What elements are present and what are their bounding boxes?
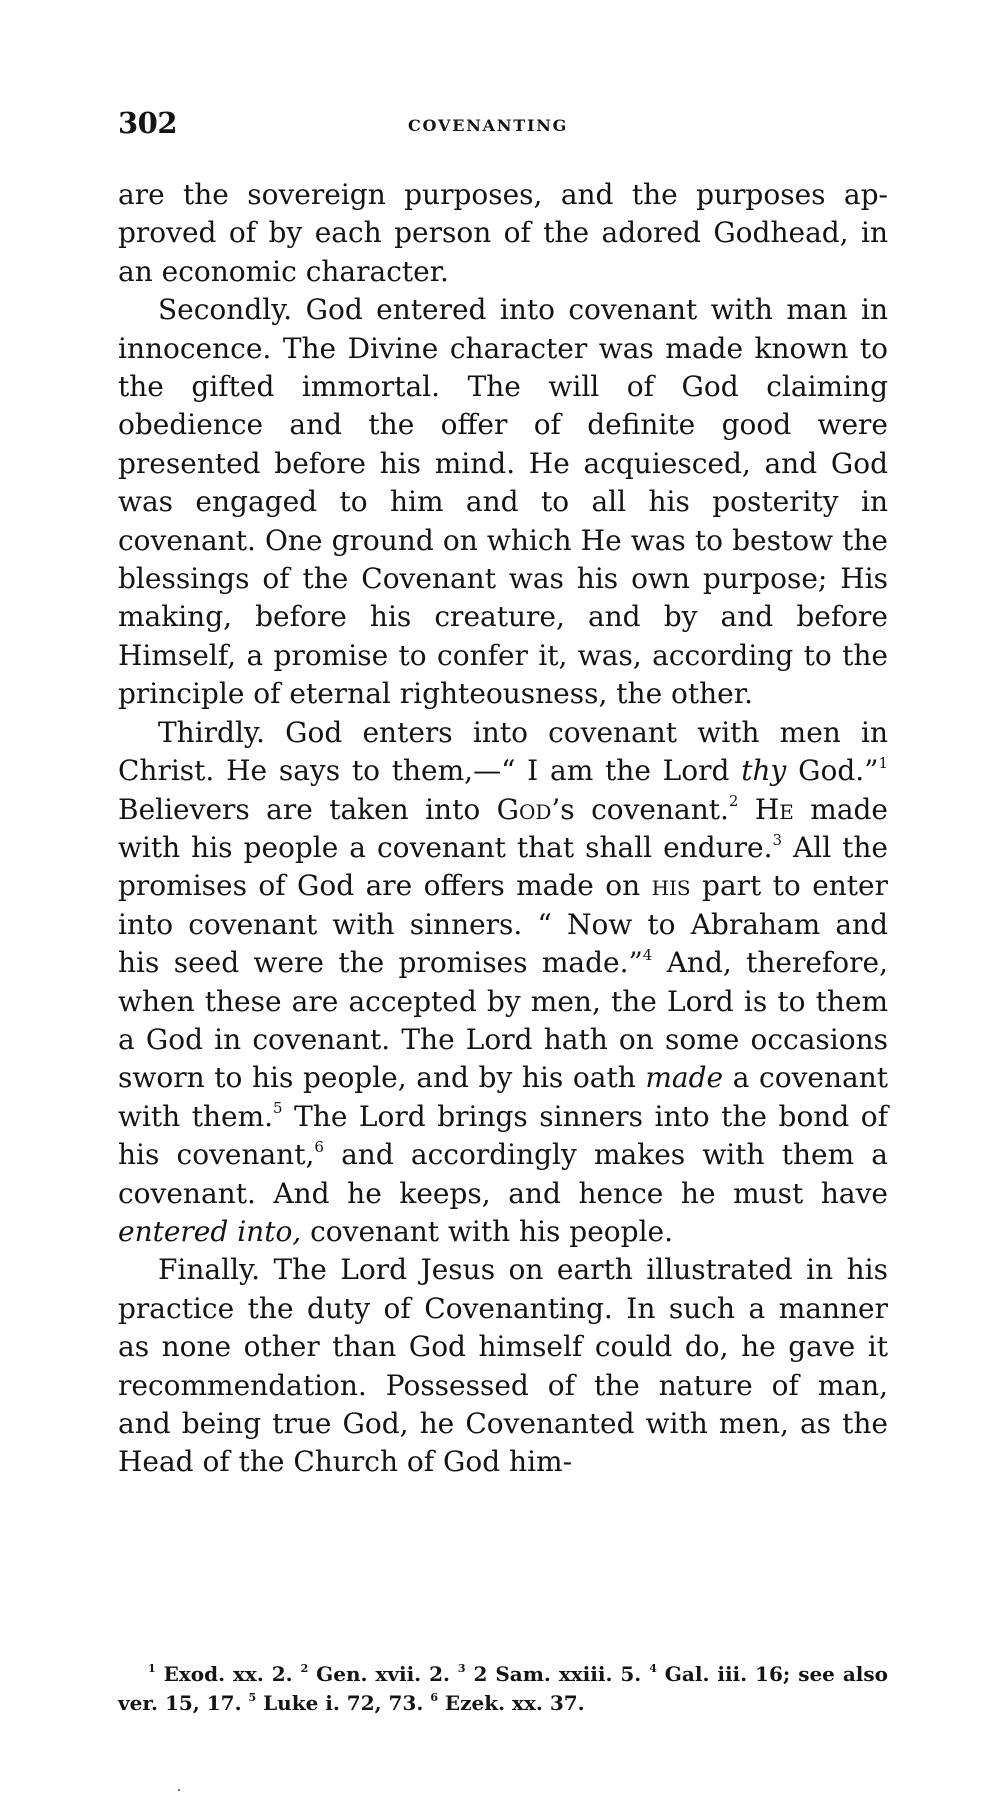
- text-run: Finally. The Lord Jesus on earth illustrated in his practice the duty of Covenanting. In such a manner as none other than God himself could do, he gave it recommendation. Possessed of the nature of man, and being true God, he Covenanted with men, as the Head of the Church of God him-: [118, 1253, 888, 1479]
- running-title: COVENANTING: [408, 116, 569, 135]
- text-run: a covenant with them.: [118, 1061, 888, 1133]
- text-run: made with his people a covenant that shall endure.: [118, 792, 889, 864]
- text-run: covenant with his people.: [301, 1214, 674, 1248]
- footnote-block: [118, 1660, 888, 1718]
- footnote-marker: 5: [248, 1691, 257, 1705]
- paragraph-thirdly: [118, 714, 888, 1252]
- footnote-ref: 4: [642, 945, 653, 964]
- footnote-marker: 1: [148, 1662, 156, 1676]
- footnote-ref: 3: [772, 830, 783, 849]
- footnote-text: Gen. xvii. 2.: [308, 1662, 458, 1686]
- text-run: All the promises of God are offers made on: [118, 830, 888, 903]
- text-run: Believers are taken into: [118, 792, 497, 826]
- text-run: are the sovereign purposes, and the purposes approved of by each person of the adored Godhead, in an economic character.: [118, 178, 888, 288]
- text-run: God.”: [786, 754, 879, 788]
- footnote-text: Exod. xx. 2.: [155, 1662, 301, 1686]
- text-run: and accordingly makes with them a covenant. And he keeps, and hence he must have: [118, 1138, 888, 1210]
- footnote-ref: 2: [728, 792, 739, 811]
- ink-speck: [178, 1789, 180, 1791]
- text-run: Secondly. God entered into covenant with man in innocence. The Divine character was made known to the gifted immortal. The will of God claiming obedience and the offer of definite good were presented before his mind. He acquiesced, and God was engaged to him and to all his posterity in covenant. One ground on which He was to bestow the blessings of the Covenant was his own purpose; His making, before his creature, and by and before Himself, a promise to confer it, was, according to the principle of eternal righteousness, the other.: [118, 293, 888, 711]
- page-number: 302: [118, 106, 178, 140]
- footnote-marker: 2: [300, 1662, 309, 1676]
- paragraph-continuation: [118, 176, 888, 291]
- italic-text: entered into,: [118, 1214, 302, 1248]
- small-caps-text: God: [496, 792, 552, 826]
- footnote-marker: 6: [430, 1691, 438, 1705]
- paragraph-secondly: [118, 291, 888, 713]
- text-run: [738, 793, 754, 826]
- text-run: The Lord brings sinners into the bond of his covenant,: [118, 1099, 888, 1172]
- footnote-ref: 1: [878, 753, 888, 772]
- footnote-text: Ezek. xx. 37.: [437, 1691, 585, 1715]
- text-run: part to enter into covenant with sinners. “ Now to Abraham and his seed were the promises made.”: [118, 869, 889, 980]
- body-text: [118, 176, 888, 1482]
- small-caps-text: his: [651, 869, 691, 903]
- italic-text: made: [645, 1061, 724, 1095]
- text-run: Thirdly. God enters into covenant with men in Christ. He says to them,—“ I am the Lord: [118, 715, 888, 788]
- paragraph-finally: [118, 1251, 888, 1481]
- footnote-text: 2 Sam. xxiii. 5.: [465, 1662, 650, 1686]
- small-caps-text: He: [754, 792, 794, 826]
- footnote-text: Gal. iii. 16; see also ver. 15, 17.: [118, 1662, 889, 1715]
- footnotes: [118, 1660, 888, 1718]
- footnote-marker: 3: [457, 1662, 466, 1676]
- footnote-text: Luke i. 72, 73.: [256, 1691, 431, 1715]
- page-header: [118, 106, 888, 146]
- footnote-marker: 4: [649, 1662, 657, 1676]
- text-run: ’s covenant.: [551, 792, 729, 826]
- footnote-ref: 6: [314, 1137, 324, 1156]
- text-run: And, therefore, when these are accepted by men, the Lord is to them a God in covenant. The Lord hath on some occasions sworn to his people, and by his oath: [118, 946, 888, 1095]
- italic-text: thy: [741, 754, 787, 788]
- footnote-ref: 5: [273, 1099, 283, 1118]
